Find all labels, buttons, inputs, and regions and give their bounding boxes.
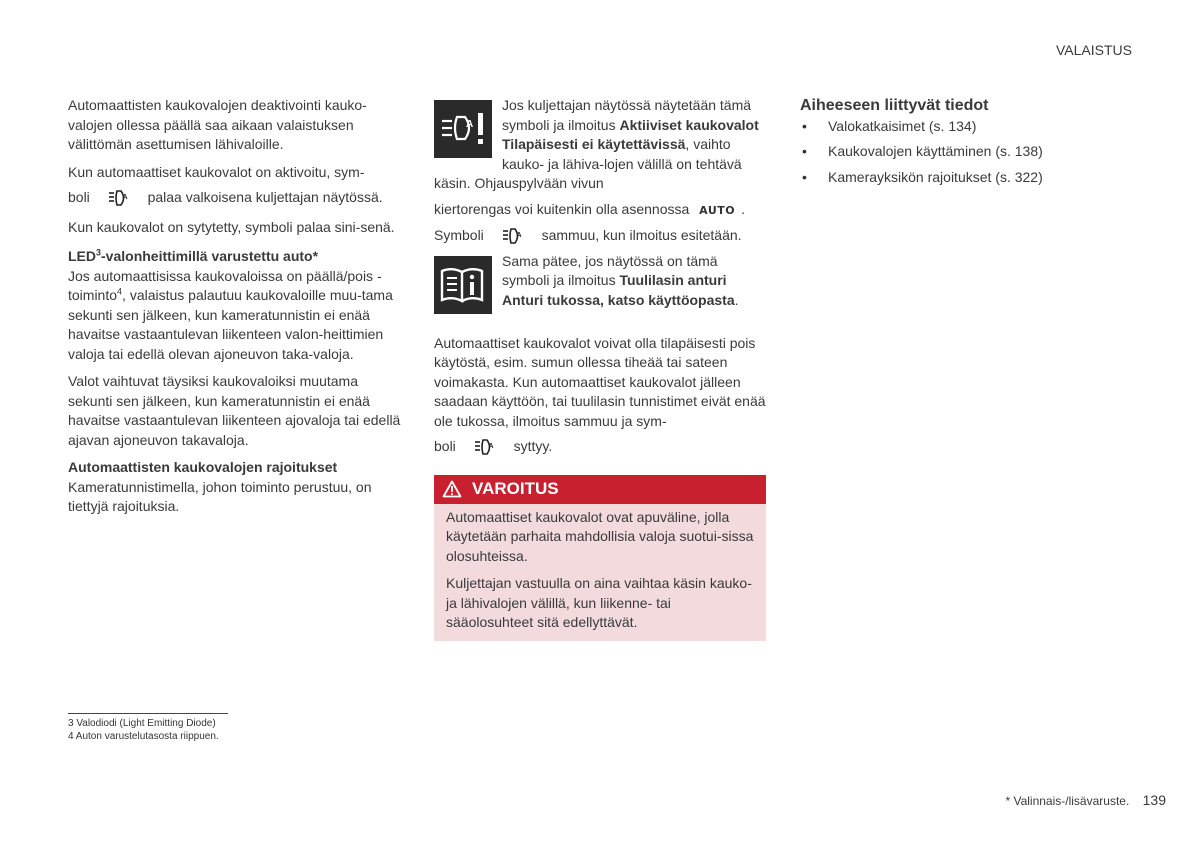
subheading-limitations: Automaattisten kaukovalojen rajoitukset xyxy=(68,459,338,475)
related-link[interactable]: • Kaukovalojen käyttäminen (s. 138) xyxy=(800,142,1140,162)
paragraph: Automaattiset kaukovalot voivat olla tilapäisesti pois käytöstä, esim. sumun ollessa tiheää tai sateen voimakasta. Kun automaattiset kaukovalot jälleen saadaan käyttöön, tai tuulilasin tunnistimet eivät enää ole tukossa, ilmoitus sammuu ja sym- boli A syttyy. xyxy=(434,334,766,454)
section-title: VALAISTUS xyxy=(1056,42,1132,58)
footnote-divider xyxy=(68,713,228,714)
footnotes xyxy=(68,717,219,743)
warning-title: VAROITUS xyxy=(472,479,559,499)
auto-high-beam-icon xyxy=(502,228,524,244)
svg-text:A: A xyxy=(122,194,128,202)
auto-high-beam-icon xyxy=(474,439,496,455)
page-footer xyxy=(1005,791,1166,812)
footnote: 4 Auton varustelutasosta riippuen. xyxy=(68,731,219,742)
paragraph: Automaattisten kaukovalojen deaktivointi kauko-valojen ollessa päällä saa aikaan valaistuksen välittömän asettumisen lähivaloille. xyxy=(68,97,367,152)
manual-info-icon xyxy=(434,256,492,314)
column-left xyxy=(68,96,402,525)
page-number: 139 xyxy=(1142,792,1166,808)
subheading-led: LED$^3$-valonheittimillä varustettu auto* xyxy=(68,247,319,264)
column-middle xyxy=(434,96,766,641)
column-right xyxy=(800,96,1140,193)
warning-text: Automaattiset kaukovalot ovat apuväline, jolla käytetään parhaita mahdollisia valoja suotui-sissa olosuhteissa. xyxy=(446,508,754,564)
optional-equipment-note: * Valinnais-/lisävaruste. xyxy=(1005,794,1130,808)
paragraph: Kun automaattiset kaukovalot on aktivoitu, sym- boli A palaa valkoisena kuljettajan näytössä. xyxy=(68,163,383,205)
paragraph: Valot vaihtuvat täysiksi kaukovaloiksi muutama sekunti sen jälkeen, kun kameratunnistin ei enää havaitse vastaantulevan liikenteen ajovaloja tai edellä ajavan ajoneuvon takavaloja. xyxy=(68,373,401,448)
warning-text: Kuljettajan vastuulla on aina vaihtaa käsin kauko- ja lähivalojen välillä, kun liikenne- tai sääolosuhteet sitä edellyttävät. xyxy=(446,575,752,630)
auto-beam-warning-icon xyxy=(434,100,492,158)
message-block-beam: A Jos kuljettajan näytössä näytetään tämä symboli ja ilmoitus Aktiiviset kaukovalot Tilapäisesti ei käytettävissä, vaihto kauko- ja lähiva-lojen välillä on tehtävä käsin. Ohjauspylvään vivun kiertorengas voi kuitenkin olla asennossa AUTO . Symboli A sammuu, kun ilmoitus esitetään. xyxy=(434,97,759,243)
paragraph: Kun kaukovalot on sytytetty, symboli palaa sini-senä. xyxy=(68,218,395,235)
warning-header xyxy=(434,475,766,504)
message-block-sensor: Sama pätee, jos näytössä on tämä symboli ja ilmoitus Tuulilasin anturi Anturi tukossa, katso käyttöopasta. xyxy=(434,252,766,311)
paragraph: Jos automaattisissa kaukovaloissa on päällä/pois -toiminto$^4$, valaistus palautuu kaukovaloille muu-tama sekunti sen jälkeen, kun kameratunnistin ei enää havaitse vastaantulevan liikenteen valon-heittimien valoja tai edellä olevan ajoneuvon taka-valoja. xyxy=(68,267,393,362)
auto-position-label: AUTO xyxy=(699,203,736,217)
footnote: 3 Valodiodi (Light Emitting Diode) xyxy=(68,718,216,729)
warning-box xyxy=(434,475,766,641)
svg-text:A: A xyxy=(466,119,474,130)
svg-text:A: A xyxy=(516,232,522,240)
related-link[interactable]: • Kamerayksikön rajoitukset (s. 322) xyxy=(800,168,1140,188)
related-info-title: Aiheeseen liittyvät tiedot xyxy=(800,97,989,114)
auto-high-beam-icon xyxy=(108,190,130,206)
warning-triangle-icon xyxy=(442,480,462,498)
svg-text:A: A xyxy=(488,443,494,451)
related-links-list xyxy=(800,117,1140,188)
related-link[interactable]: • Valokatkaisimet (s. 134) xyxy=(800,117,1140,137)
paragraph: Kameratunnistimella, johon toiminto perustuu, on tiettyjä rajoituksia. xyxy=(68,478,372,514)
